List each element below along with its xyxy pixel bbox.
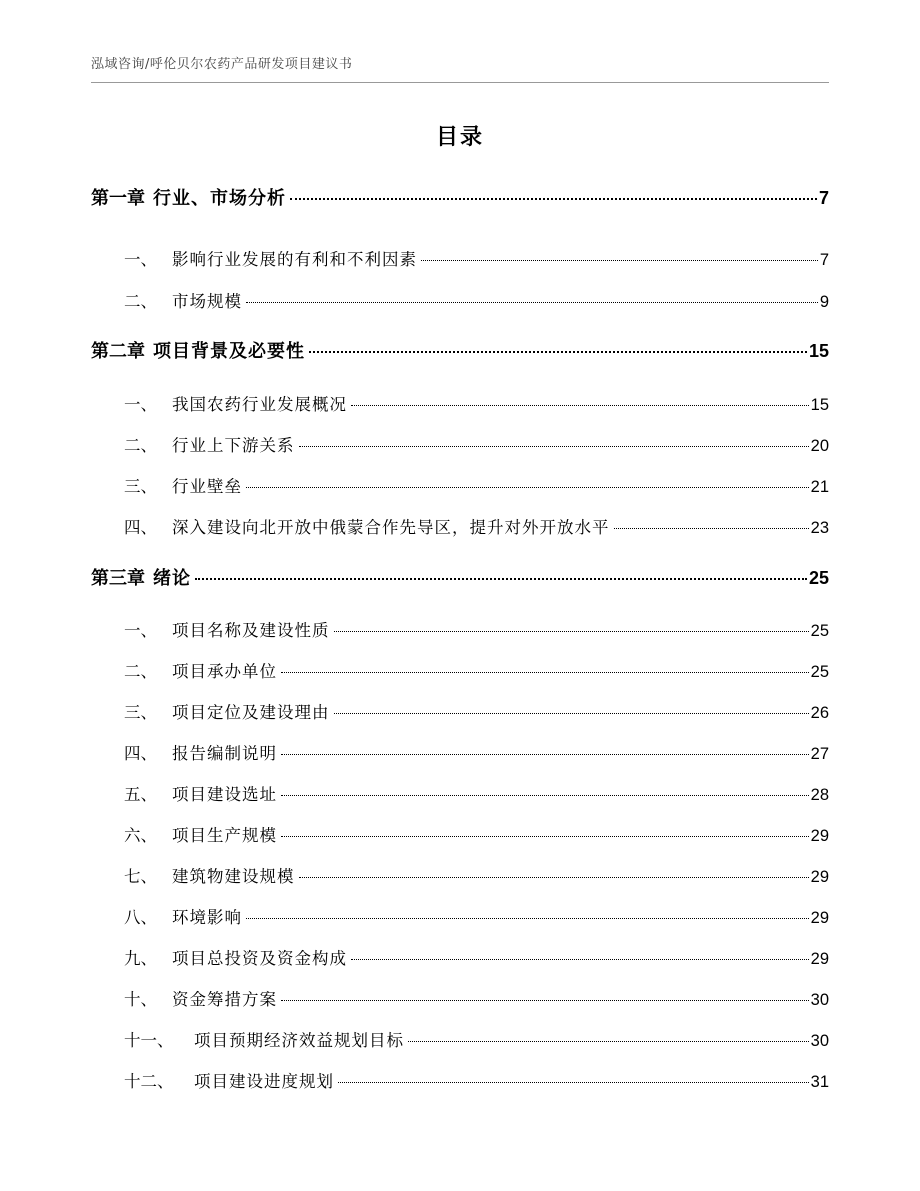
section-number: 四、 (124, 744, 157, 763)
toc-section[interactable] (124, 945, 829, 969)
dot-leader (281, 795, 809, 796)
page-number: 30 (810, 1032, 829, 1050)
section-title: 项目建设进度规划 (194, 1072, 334, 1091)
dot-leader (281, 754, 809, 755)
toc-section[interactable] (124, 863, 829, 887)
section-title: 资金筹措方案 (172, 990, 277, 1009)
toc-chapter-3[interactable] (91, 564, 829, 590)
dot-leader (421, 260, 818, 261)
dot-leader (408, 1041, 809, 1042)
toc-section[interactable] (124, 822, 829, 846)
section-number: 一、 (124, 621, 157, 640)
dot-leader (309, 351, 807, 353)
section-number: 八、 (124, 908, 157, 927)
page-number: 23 (810, 519, 829, 537)
section-title: 项目总投资及资金构成 (172, 949, 347, 968)
page-number: 7 (818, 188, 829, 208)
section-title: 项目建设选址 (172, 785, 277, 804)
section-title: 影响行业发展的有利和不利因素 (172, 250, 417, 269)
dot-leader (351, 959, 809, 960)
section-number: 五、 (124, 785, 157, 804)
page-number: 7 (819, 251, 829, 269)
section-number: 一、 (124, 395, 157, 414)
chapter-number: 第二章 (91, 341, 145, 362)
page-number: 21 (810, 478, 829, 496)
page-number: 25 (808, 568, 829, 588)
dot-leader (290, 198, 817, 200)
section-number: 六、 (124, 826, 157, 845)
chapter-number: 第三章 (91, 568, 145, 589)
section-number: 四、 (124, 518, 157, 537)
chapter-title: 行业、市场分析 (153, 188, 286, 209)
page-header: 泓域咨询/呼伦贝尔农药产品研发项目建议书 (91, 57, 353, 72)
toc-section[interactable] (124, 391, 829, 415)
section-title: 项目生产规模 (172, 826, 277, 845)
page-number: 25 (810, 663, 829, 681)
toc-section[interactable] (124, 246, 829, 270)
page-number: 29 (810, 909, 829, 927)
page-number: 31 (810, 1073, 829, 1091)
section-title: 环境影响 (172, 908, 242, 927)
toc-section[interactable] (124, 1027, 829, 1051)
section-title: 我国农药行业发展概况 (172, 395, 347, 414)
toc-section[interactable] (124, 740, 829, 764)
dot-leader (334, 631, 809, 632)
toc-section[interactable] (124, 288, 829, 312)
section-title: 建筑物建设规模 (172, 867, 295, 886)
chapter-title: 绪论 (153, 568, 191, 589)
page-number: 29 (810, 950, 829, 968)
dot-leader (351, 405, 809, 406)
section-title: 报告编制说明 (172, 744, 277, 763)
page-number: 15 (810, 396, 829, 414)
page-number: 26 (810, 704, 829, 722)
dot-leader (195, 578, 807, 580)
dot-leader (246, 918, 809, 919)
section-number: 七、 (124, 867, 157, 886)
toc-section[interactable] (124, 473, 829, 497)
section-title: 项目承办单位 (172, 662, 277, 681)
section-number: 九、 (124, 949, 157, 968)
dot-leader (614, 528, 809, 529)
chapter-title: 项目背景及必要性 (153, 341, 305, 362)
toc-section[interactable] (124, 432, 829, 456)
section-title: 项目定位及建设理由 (172, 703, 330, 722)
section-number: 二、 (124, 436, 157, 455)
section-title: 行业壁垒 (172, 477, 242, 496)
section-number: 十、 (124, 990, 157, 1009)
header-divider (91, 82, 829, 83)
toc-section[interactable] (124, 986, 829, 1010)
chapter-number: 第一章 (91, 188, 145, 209)
page-number: 9 (819, 293, 829, 311)
toc-section[interactable] (124, 514, 829, 538)
page-number: 20 (810, 437, 829, 455)
page-number: 28 (810, 786, 829, 804)
toc-section[interactable] (124, 904, 829, 928)
section-number: 十二、 (124, 1072, 174, 1091)
page-number: 29 (810, 868, 829, 886)
dot-leader (281, 672, 809, 673)
page-number: 29 (810, 827, 829, 845)
dot-leader (299, 446, 809, 447)
dot-leader (334, 713, 809, 714)
toc-title: 目录 (435, 125, 484, 150)
section-number: 二、 (124, 292, 157, 311)
section-title: 项目预期经济效益规划目标 (194, 1031, 404, 1050)
section-number: 三、 (124, 703, 157, 722)
dot-leader (281, 836, 809, 837)
section-title: 行业上下游关系 (172, 436, 295, 455)
page-number: 25 (810, 622, 829, 640)
section-number: 三、 (124, 477, 157, 496)
page-number: 27 (810, 745, 829, 763)
dot-leader (299, 877, 809, 878)
toc-section[interactable] (124, 617, 829, 641)
dot-leader (246, 302, 818, 303)
section-number: 二、 (124, 662, 157, 681)
section-title: 项目名称及建设性质 (172, 621, 330, 640)
toc-section[interactable] (124, 658, 829, 682)
section-title: 市场规模 (172, 292, 242, 311)
dot-leader (338, 1082, 809, 1083)
section-number: 十一、 (124, 1031, 174, 1050)
section-title: 深入建设向北开放中俄蒙合作先导区，提升对外开放水平 (172, 518, 610, 537)
dot-leader (281, 1000, 809, 1001)
toc-section[interactable] (124, 1068, 829, 1092)
dot-leader (246, 487, 809, 488)
toc-chapter-1[interactable] (91, 184, 829, 210)
toc-section[interactable] (124, 781, 829, 805)
section-number: 一、 (124, 250, 157, 269)
page-number: 15 (808, 341, 829, 361)
toc-chapter-2[interactable] (91, 337, 829, 363)
page-number: 30 (810, 991, 829, 1009)
toc-section[interactable] (124, 699, 829, 723)
